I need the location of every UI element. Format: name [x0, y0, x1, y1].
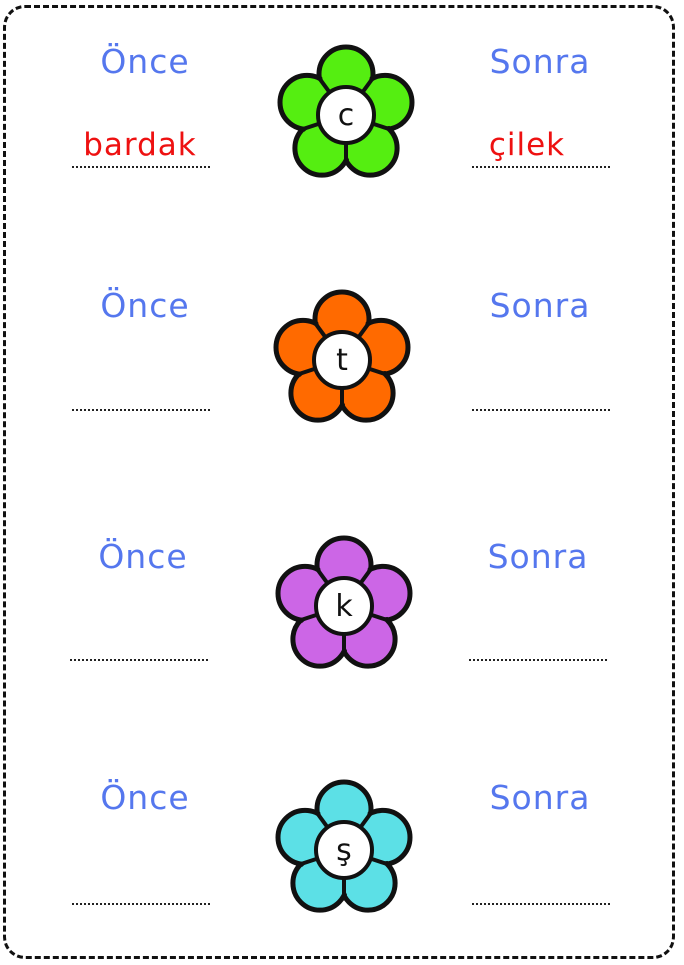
flower-letter: k	[335, 588, 353, 624]
after-label: Sonra	[489, 778, 591, 817]
before-label: Önce	[100, 286, 190, 325]
flower-letter: c	[337, 97, 355, 133]
before-answer-line[interactable]	[70, 641, 208, 661]
flower-letter: ş	[336, 832, 352, 868]
flower	[271, 40, 421, 190]
after-label: Sonra	[489, 286, 591, 325]
before-answer-line[interactable]	[72, 885, 210, 905]
after-label: Sonra	[489, 42, 591, 81]
after-answer-line[interactable]	[472, 391, 610, 411]
flower	[269, 531, 419, 681]
flower-letter: t	[336, 342, 348, 378]
after-answer: çilek	[488, 127, 566, 163]
after-answer-line[interactable]	[469, 641, 607, 661]
flower	[267, 285, 417, 435]
flower	[269, 775, 419, 925]
before-label: Önce	[100, 42, 190, 81]
before-label: Önce	[100, 778, 190, 817]
after-answer-line[interactable]	[472, 885, 610, 905]
after-label: Sonra	[487, 537, 589, 576]
before-label: Önce	[98, 537, 188, 576]
before-answer: bardak	[83, 127, 197, 163]
before-answer-line[interactable]	[72, 391, 210, 411]
